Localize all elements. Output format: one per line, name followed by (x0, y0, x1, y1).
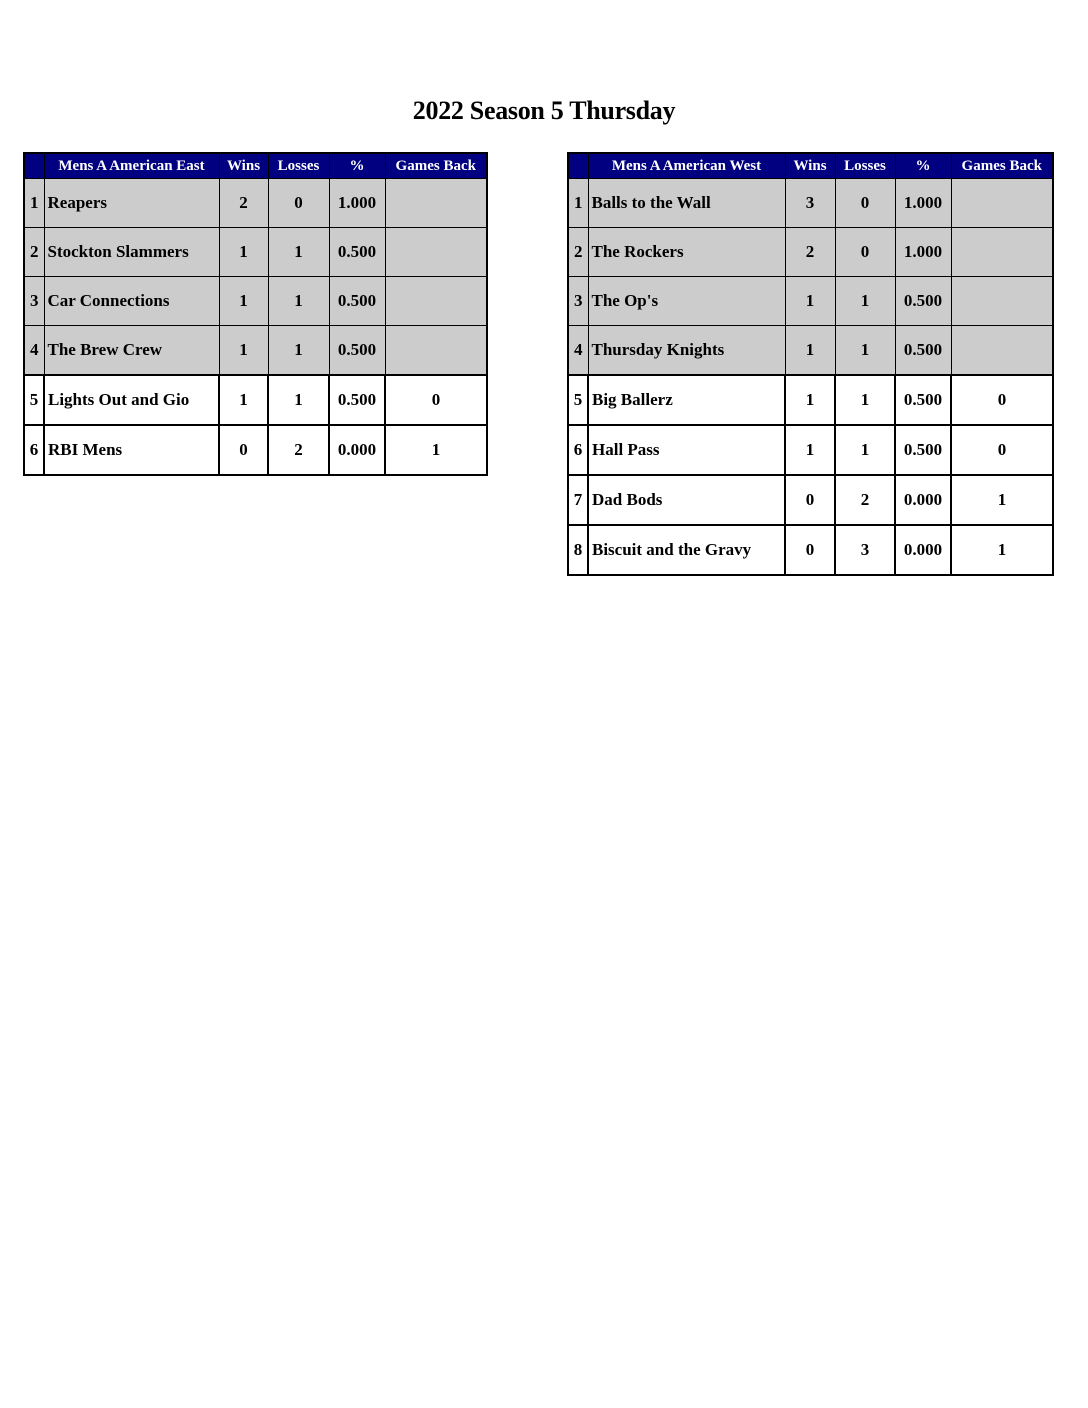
rank-cell: 7 (568, 475, 588, 525)
games-back-cell: 1 (951, 475, 1053, 525)
wins-cell: 0 (219, 425, 268, 475)
table-row (568, 228, 1053, 277)
games-back-header: Games Back (385, 153, 487, 179)
losses-cell: 1 (268, 375, 329, 425)
table-row (568, 425, 1053, 475)
pct-cell: 0.500 (895, 277, 951, 326)
rank-cell: 5 (568, 375, 588, 425)
table-header-row (24, 153, 487, 179)
losses-cell: 1 (835, 326, 895, 376)
rank-header (568, 153, 588, 179)
losses-cell: 0 (835, 179, 895, 228)
losses-cell: 1 (268, 326, 329, 376)
losses-cell: 0 (835, 228, 895, 277)
rank-cell: 1 (24, 179, 44, 228)
games-back-cell: 0 (951, 425, 1053, 475)
team-name-cell: Balls to the Wall (588, 179, 785, 228)
table-row (24, 425, 487, 475)
rank-cell: 2 (24, 228, 44, 277)
pct-cell: 0.500 (329, 326, 385, 376)
pct-cell: 0.500 (329, 228, 385, 277)
games-back-header: Games Back (951, 153, 1053, 179)
wins-cell: 1 (785, 326, 835, 376)
losses-cell: 1 (268, 228, 329, 277)
pct-cell: 1.000 (895, 228, 951, 277)
table-row (568, 475, 1053, 525)
table-row (24, 375, 487, 425)
table-row (568, 179, 1053, 228)
games-back-cell: 1 (951, 525, 1053, 575)
page-title: 2022 Season 5 Thursday (412, 96, 676, 125)
team-name-cell: Car Connections (44, 277, 219, 326)
table-header-row (568, 153, 1053, 179)
wins-cell: 2 (219, 179, 268, 228)
losses-cell: 1 (268, 277, 329, 326)
division-header: Mens A American West (588, 153, 785, 179)
pct-cell: 0.500 (329, 277, 385, 326)
losses-cell: 2 (268, 425, 329, 475)
pct-header: % (895, 153, 951, 179)
games-back-cell (951, 277, 1053, 326)
table-row (24, 326, 487, 376)
pct-cell: 0.500 (895, 326, 951, 376)
team-name-cell: Big Ballerz (588, 375, 785, 425)
games-back-cell (951, 228, 1053, 277)
table-body (568, 179, 1053, 576)
wins-cell: 3 (785, 179, 835, 228)
team-name-cell: Thursday Knights (588, 326, 785, 376)
losses-cell: 1 (835, 425, 895, 475)
wins-cell: 1 (219, 326, 268, 376)
wins-cell: 2 (785, 228, 835, 277)
table-row (24, 179, 487, 228)
table-row (24, 277, 487, 326)
team-name-cell: The Rockers (588, 228, 785, 277)
pct-cell: 0.500 (329, 375, 385, 425)
rank-cell: 1 (568, 179, 588, 228)
wins-cell: 0 (785, 475, 835, 525)
table-row (568, 326, 1053, 376)
pct-cell: 0.000 (329, 425, 385, 475)
wins-cell: 1 (785, 375, 835, 425)
team-name-cell: RBI Mens (44, 425, 219, 475)
team-name-cell: Lights Out and Gio (44, 375, 219, 425)
games-back-cell (385, 277, 487, 326)
team-name-cell: The Brew Crew (44, 326, 219, 376)
rank-cell: 6 (568, 425, 588, 475)
losses-cell: 1 (835, 277, 895, 326)
pct-cell: 0.000 (895, 475, 951, 525)
team-name-cell: Stockton Slammers (44, 228, 219, 277)
table-row (568, 375, 1053, 425)
pct-cell: 1.000 (329, 179, 385, 228)
east-standings-table (23, 152, 488, 476)
wins-header: Wins (785, 153, 835, 179)
games-back-cell (385, 228, 487, 277)
wins-cell: 1 (219, 228, 268, 277)
team-name-cell: Reapers (44, 179, 219, 228)
games-back-cell (385, 326, 487, 376)
wins-cell: 1 (785, 425, 835, 475)
rank-cell: 4 (24, 326, 44, 376)
pct-cell: 0.000 (895, 525, 951, 575)
losses-header: Losses (835, 153, 895, 179)
team-name-cell: Hall Pass (588, 425, 785, 475)
rank-cell: 8 (568, 525, 588, 575)
wins-cell: 1 (219, 375, 268, 425)
losses-cell: 2 (835, 475, 895, 525)
wins-cell: 1 (219, 277, 268, 326)
games-back-cell: 1 (385, 425, 487, 475)
games-back-cell (385, 179, 487, 228)
losses-header: Losses (268, 153, 329, 179)
rank-cell: 6 (24, 425, 44, 475)
table-row (568, 277, 1053, 326)
losses-cell: 3 (835, 525, 895, 575)
rank-cell: 5 (24, 375, 44, 425)
rank-cell: 3 (24, 277, 44, 326)
pct-header: % (329, 153, 385, 179)
table-body (24, 179, 487, 476)
rank-cell: 2 (568, 228, 588, 277)
wins-cell: 1 (785, 277, 835, 326)
games-back-cell (951, 179, 1053, 228)
games-back-cell (951, 326, 1053, 376)
rank-cell: 4 (568, 326, 588, 376)
pct-cell: 1.000 (895, 179, 951, 228)
wins-cell: 0 (785, 525, 835, 575)
team-name-cell: Dad Bods (588, 475, 785, 525)
losses-cell: 0 (268, 179, 329, 228)
games-back-cell: 0 (385, 375, 487, 425)
team-name-cell: Biscuit and the Gravy (588, 525, 785, 575)
games-back-cell: 0 (951, 375, 1053, 425)
west-standings-table (567, 152, 1054, 576)
rank-header (24, 153, 44, 179)
wins-header: Wins (219, 153, 268, 179)
division-header: Mens A American East (44, 153, 219, 179)
pct-cell: 0.500 (895, 375, 951, 425)
losses-cell: 1 (835, 375, 895, 425)
team-name-cell: The Op's (588, 277, 785, 326)
pct-cell: 0.500 (895, 425, 951, 475)
rank-cell: 3 (568, 277, 588, 326)
table-row (24, 228, 487, 277)
table-row (568, 525, 1053, 575)
